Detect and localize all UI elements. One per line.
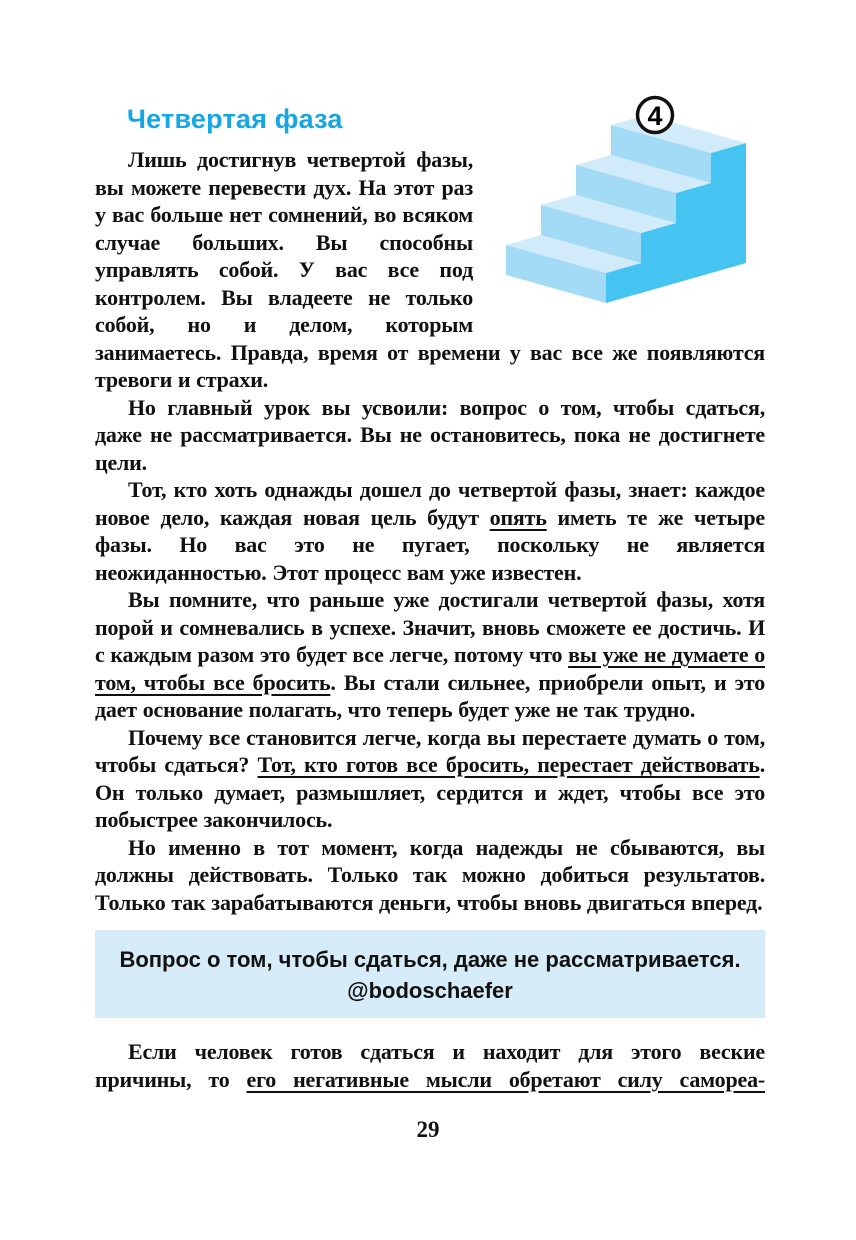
paragraph xyxy=(95,724,765,834)
text-run: Тот, кто хоть однажды дошел до четвертой фазы, знает: каждое новое дело, каждая новая цель будут xyxy=(95,477,765,530)
page-number: 29 xyxy=(416,1117,440,1142)
underlined-text: его негативные мысли обретают силу самореа- xyxy=(246,1066,766,1092)
section-heading: Четвертая фаза xyxy=(127,104,343,134)
underlined-text: Тот, кто готов все бросить, перестает действовать xyxy=(257,752,760,777)
text-run: Почему все становится легче, когда вы перестаете думать о том, чтобы сдаться? xyxy=(95,724,765,777)
text-run: Лишь достигнув четвертой фазы, вы можете перевести дух. На этот раз у вас больше нет сомнений, во всяком случае больших. Вы способны управлять собой. У вас все под контролем. Вы владеете не только собой, но и делом, которым занимаетесь. Правда, время от времени у вас все же появляются тревоги и страхи. xyxy=(95,147,765,392)
paragraph xyxy=(95,1038,765,1093)
paragraph xyxy=(95,394,765,477)
paragraph xyxy=(95,586,765,724)
badge-number: 4 xyxy=(647,101,663,131)
closing-text xyxy=(95,1038,765,1093)
text-run: Если человек готов сдаться и находит для этого веские причины, то xyxy=(95,1039,765,1092)
text-run: Но главный урок вы усвоили: вопрос о том, чтобы сдаться, даже не рассматривается. Вы не остановитесь, пока не достигнете цели. xyxy=(95,394,765,475)
closing-paragraph-container xyxy=(95,1038,765,1093)
quote-text: Вопрос о том, чтобы сдаться, даже не рассматривается. xyxy=(119,947,741,972)
quote-handle: @bodoschaefer xyxy=(347,978,513,1003)
text-run: Вы помните, что раньше уже достигали четвертой фазы, хотя порой и сомневались в успехе. Значит, вновь сможете ее достичь. И с каждым разом это будет все легче, потому что xyxy=(95,587,765,667)
text-run: Но именно в тот момент, когда надежды не сбываются, вы должны действовать. Только так можно добиться результатов. Только так зарабатываются деньги, чтобы вновь двигаться вперед. xyxy=(95,834,765,915)
staircase-illustration xyxy=(498,82,780,322)
text-run: . Вы стали сильнее, приобрели опыт, и это дает основание полагать, что теперь будет уже не так трудно. xyxy=(95,669,765,722)
text-run: . Он только думает, размышляет, сердится и ждет, чтобы все это побыстрее закончилось. xyxy=(95,752,765,832)
quote-box xyxy=(95,930,765,1018)
text-run: иметь те же четыре фазы. Но вас это не пугает, поскольку не является неожиданностью. Этот процесс вам уже известен. xyxy=(95,504,765,585)
underlined-text: опять xyxy=(489,504,547,530)
staircase-svg xyxy=(498,82,780,322)
paragraph xyxy=(95,476,765,586)
paragraph xyxy=(95,834,765,917)
underlined-text: вы уже не думаете о том, чтобы все бросить xyxy=(95,642,765,695)
